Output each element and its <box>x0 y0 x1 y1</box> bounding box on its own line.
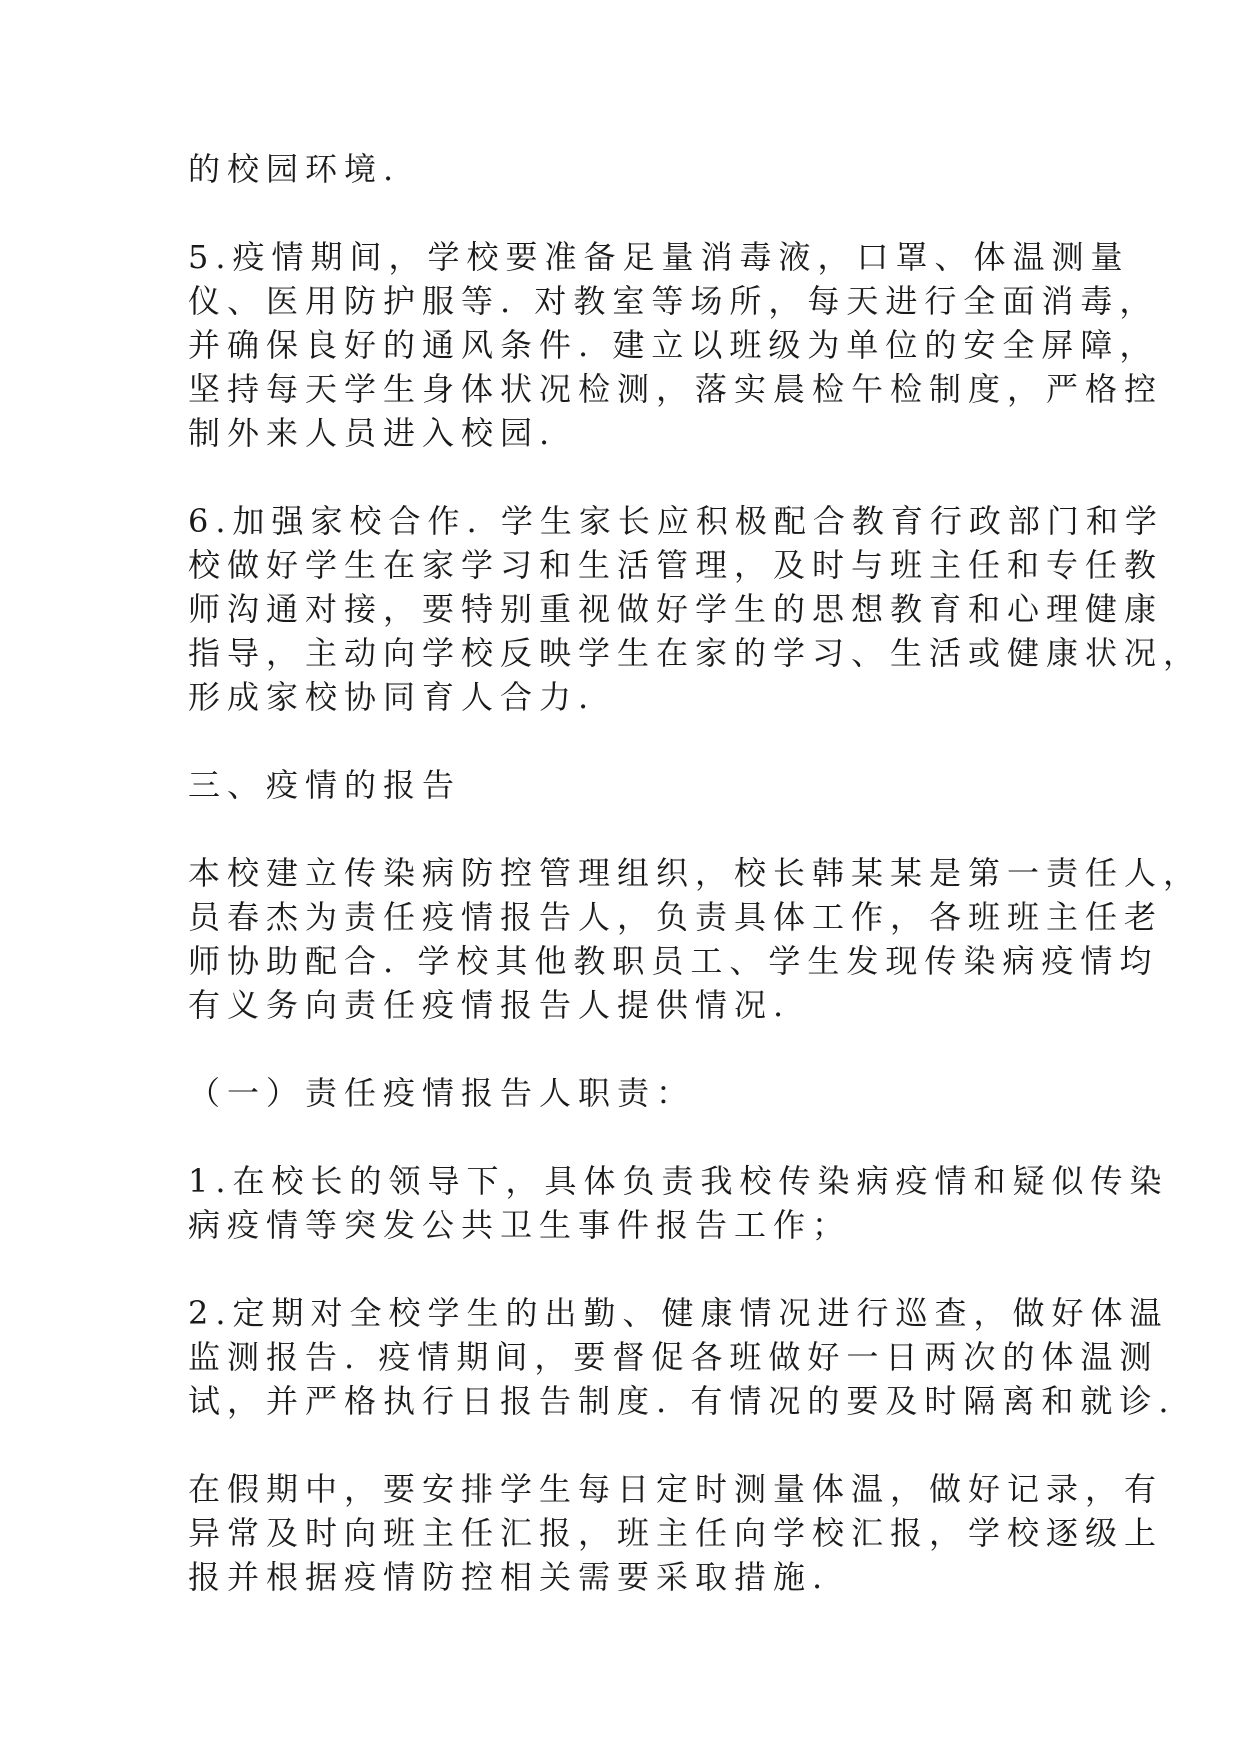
text-line: 形成家校协同育人合力. <box>188 678 596 716</box>
text-line: 员春杰为责任疫情报告人，负责具体工作，各班班主任老 <box>188 898 1164 936</box>
paragraph-item-5 <box>188 235 1164 455</box>
text-line: 师沟通对接，要特别重视做好学生的思想教育和心理健康 <box>188 590 1164 628</box>
text-line: 试，并严格执行日报告制度. 有情况的要及时隔离和就诊. <box>188 1382 1176 1420</box>
text-line: 6.加强家校合作. 学生家长应积极配合教育行政部门和学 <box>188 502 1164 540</box>
subsection-heading-1 <box>188 1071 1038 1115</box>
document-body <box>188 147 1203 1643</box>
text-line: 坚持每天学生身体状况检测，落实晨检午检制度，严格控 <box>188 370 1164 408</box>
text-line: 本校建立传染病防控管理组织，校长韩某某是第一责任人， <box>188 854 1203 892</box>
text-line: 2.定期对全校学生的出勤、健康情况进行巡查，做好体温 <box>188 1294 1169 1332</box>
text-line: 校做好学生在家学习和生活管理，及时与班主任和专任教 <box>188 546 1164 584</box>
text-line: 异常及时向班主任汇报，班主任向学校汇报，学校逐级上 <box>188 1514 1164 1552</box>
subsection-heading-text: （一）责任疫情报告人职责： <box>188 1074 696 1112</box>
paragraph-duty-1 <box>188 1159 1169 1247</box>
section-heading-text: 三、疫情的报告 <box>188 766 462 804</box>
text-line: 报并根据疫情防控相关需要采取措施. <box>188 1558 830 1596</box>
text-line: 监测报告. 疫情期间，要督促各班做好一日两次的体温测 <box>188 1338 1159 1376</box>
text-line: 5.疫情期间，学校要准备足量消毒液，口罩、体温测量 <box>188 238 1130 276</box>
text-line: 仪、医用防护服等. 对教室等场所，每天进行全面消毒， <box>188 282 1159 320</box>
paragraph-campus-environment <box>188 147 1038 191</box>
text-line: 制外来人员进入校园. <box>188 414 557 452</box>
text-line: 指导，主动向学校反映学生在家的学习、生活或健康状况， <box>188 634 1203 672</box>
text-line: 病疫情等突发公共卫生事件报告工作； <box>188 1206 852 1244</box>
paragraph-duty-2 <box>188 1291 1176 1423</box>
text-line: 在假期中，要安排学生每日定时测量体温，做好记录，有 <box>188 1470 1164 1508</box>
text-line: 的校园环境. <box>188 150 401 188</box>
paragraph-organization <box>188 851 1203 1027</box>
text-line: 1.在校长的领导下，具体负责我校传染病疫情和疑似传染 <box>188 1162 1169 1200</box>
text-line: 师协助配合. 学校其他教职员工、学生发现传染病疫情均 <box>188 942 1159 980</box>
text-line: 有义务向责任疫情报告人提供情况. <box>188 986 791 1024</box>
section-heading-3 <box>188 763 1038 807</box>
paragraph-item-6 <box>188 499 1203 719</box>
text-line: 并确保良好的通风条件. 建立以班级为单位的安全屏障， <box>188 326 1159 364</box>
paragraph-holiday <box>188 1467 1164 1599</box>
